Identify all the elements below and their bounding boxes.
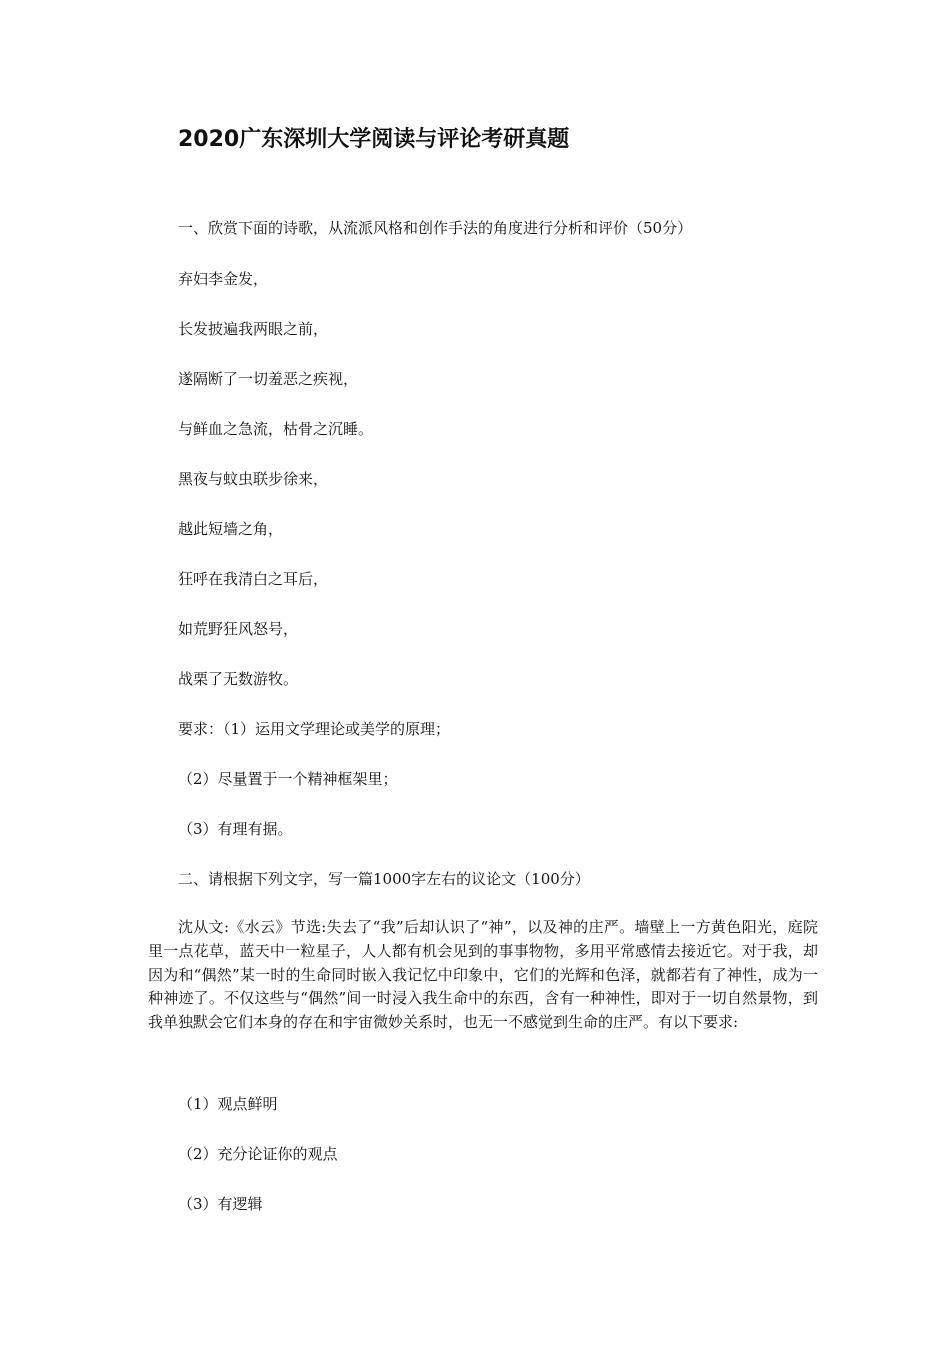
- poem-line-7: 狂呼在我清白之耳后，: [178, 570, 329, 588]
- question-1-requirement-3: （3）有理有据。: [178, 820, 293, 838]
- poem-line-4: 与鲜血之急流，枯骨之沉睡。: [178, 420, 374, 438]
- question-1-requirement-2: （2）尽量置于一个精神框架里；: [178, 770, 398, 788]
- poem-line-1: 弃妇李金发，: [178, 270, 269, 288]
- poem-line-8: 如荒野狂风怒号，: [178, 620, 299, 638]
- page-title: 2020广东深圳大学阅读与评论考研真题: [178, 127, 570, 152]
- question-2-requirement-3: （3）有逻辑: [178, 1195, 263, 1213]
- question-2-requirement-2: （2）充分论证你的观点: [178, 1145, 338, 1163]
- question-2-passage: 沈从文:《水云》节选:失去了“我”后却认识了“神”，以及神的庄严。墙壁上一方黄色阳光，庭院里一点花草，蓝天中一粒星子，人人都有机会见到的事事物物，多用平常感情去接近它。对于我，却因为和“偶然”某一时的生命同时嵌入我记忆中印象中，它们的光辉和色泽，就都若有了神性，成为一种神迹了。不仅这些与“偶然”间一时浸入我生命中的东西，含有一种神性，即对于一切自然景物，到我单独默会它们本身的存在和宇宙微妙关系时，也无一不感觉到生命的庄严。有以下要求:: [148, 918, 818, 1032]
- question-2-heading: 二、请根据下列文字，写一篇1000字左右的议论文（100分）: [178, 870, 590, 888]
- poem-line-6: 越此短墙之角，: [178, 520, 284, 538]
- question-1-heading: 一、欣赏下面的诗歌，从流派风格和创作手法的角度进行分析和评价（50分）: [178, 219, 693, 237]
- poem-line-9: 战栗了无数游牧。: [178, 670, 299, 688]
- poem-line-3: 遂隔断了一切羞恶之疾视，: [178, 370, 359, 388]
- question-2-requirement-1: （1）观点鲜明: [178, 1095, 278, 1113]
- question-1-requirement-1: 要求：（1）运用文学理论或美学的原理；: [178, 720, 451, 738]
- poem-line-5: 黑夜与蚊虫联步徐来，: [178, 470, 329, 488]
- poem-line-2: 长发披遍我两眼之前，: [178, 320, 329, 338]
